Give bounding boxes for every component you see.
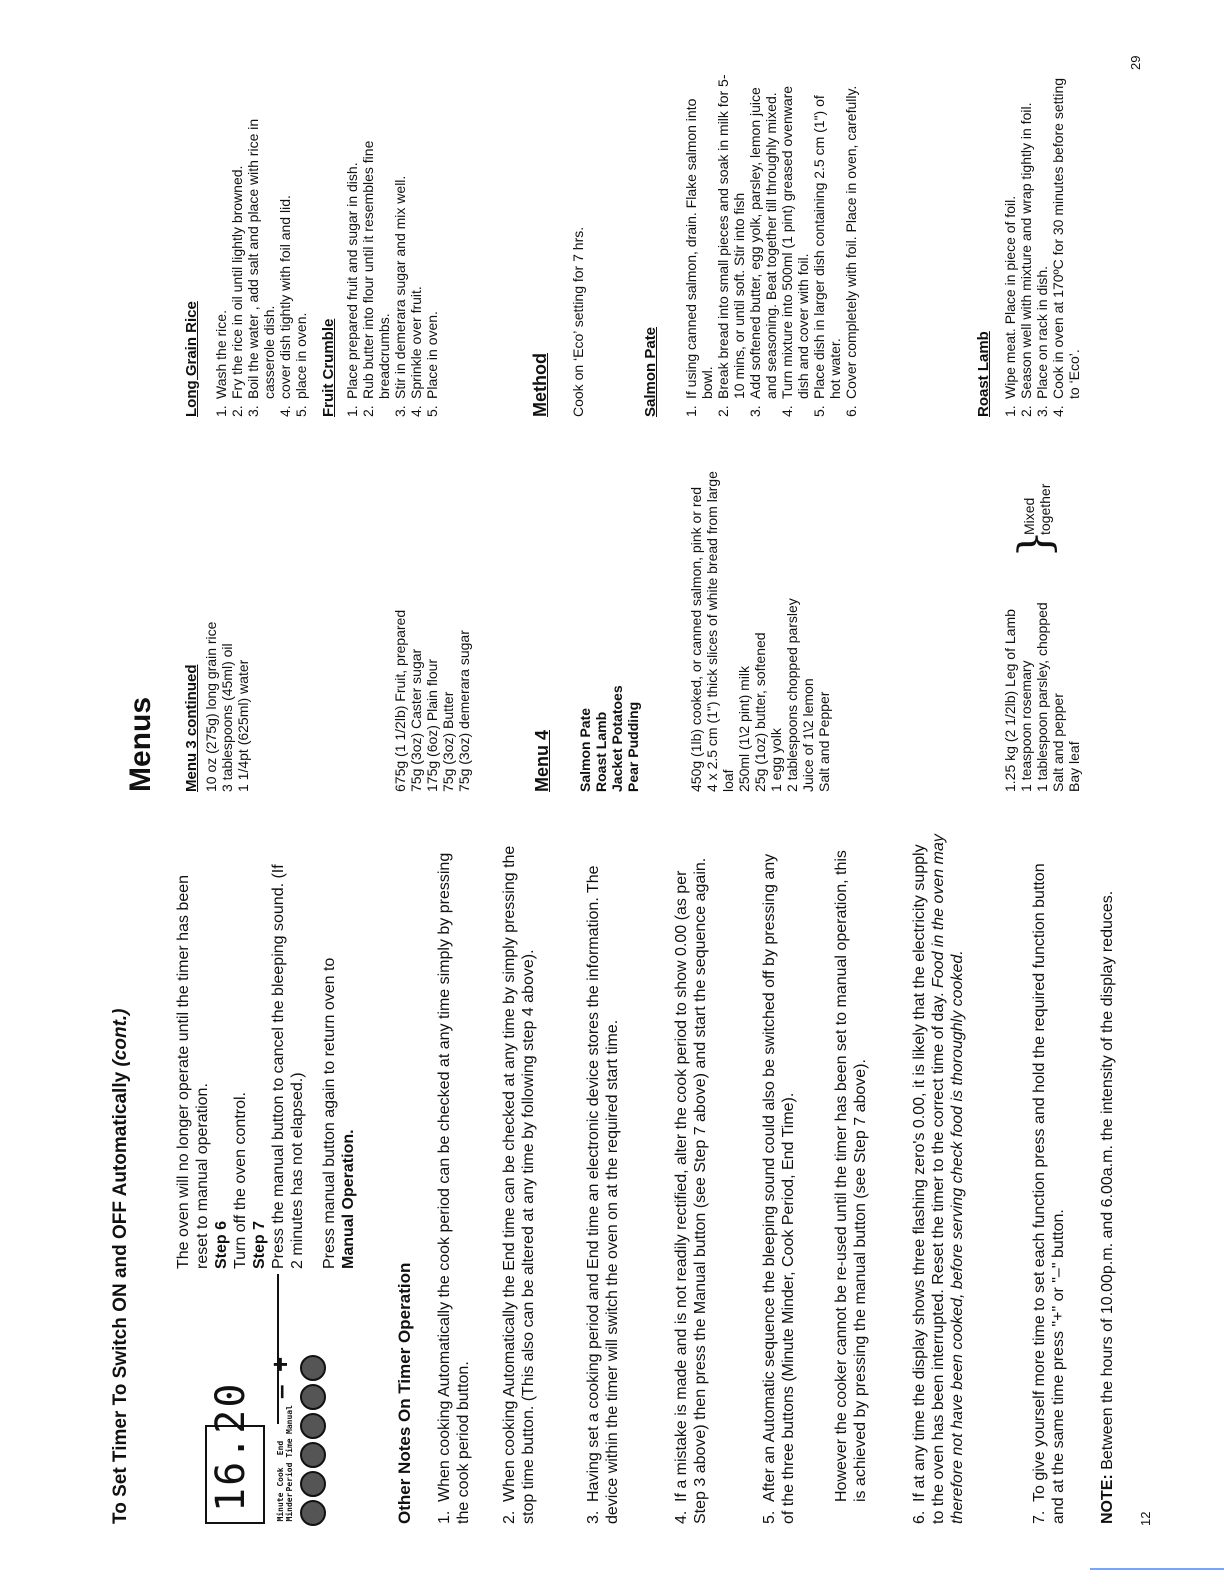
knob-label-minute-minder: Minute Minder <box>276 1492 294 1522</box>
rice-method: 1. Wash the rice. 2. Fry the rice in oil until lightly browned. 3. Boil the water , add salt and place with rice in casserole dish. 4. cover dish tightly with foil and lid. 5. place in oven. <box>213 118 309 417</box>
menu4-heading: Menu 4 <box>532 729 552 792</box>
salmon-heading: Salmon Pate <box>642 326 659 417</box>
manual-button[interactable] <box>300 1413 326 1439</box>
crumble-ingredients: 675g (1 1/2lb) Fruit, prepared 75g (3oz) Caster sugar 175g (6oz) Plain flour 75g (3oz) Butter 75g (3oz) demerara sugar <box>392 609 472 792</box>
step7-pointer-line <box>277 1274 279 1424</box>
end-time-button[interactable] <box>300 1442 326 1468</box>
display-note: NOTE: Between the hours of 10.00p.m. and 6.00a.m. the intensity of the display reduces. <box>1099 890 1116 1524</box>
step7-label: Step 7 <box>251 1220 268 1269</box>
plus-sign: + <box>265 1356 295 1372</box>
left-page <box>0 792 1224 1584</box>
minus-button[interactable] <box>300 1384 326 1410</box>
method-text: Cook on ‘Eco’ setting for 7 hrs. <box>570 226 586 417</box>
note-2: 2.When cooking Automatically the End time can be checked at any time by simply pressing the stop time button. (This also can be altered at any time by following step 4 above). <box>501 845 537 1524</box>
rice-ingredients: 10 oz (275g) long grain rice 3 tablespoons (45ml) oil 1 1/4pt (625ml) water <box>203 621 251 792</box>
note-5-continued: However the cooker cannot be re-used until the timer has been set to manual operation, this is achieved by pressing the manual button (see Step 7 above). <box>833 850 869 1502</box>
cook-period-button[interactable] <box>300 1471 326 1497</box>
timer-display-value: 16.20 <box>208 1381 254 1512</box>
lamb-method: 1. Wipe meat. Place in piece of foil. 2. Season well with mixture and wrap tightly in foil. 3. Place on rack in dish. 4. Cook in oven at 170ºC for 30 minutes before setting to ‘Eco’. <box>1002 77 1082 417</box>
note-1: 1.When cooking Automatically the cook period can be checked at any time simply by pressing the cook period button. <box>436 852 472 1524</box>
press-manual-text: Press manual button again to return oven to <box>321 957 338 1269</box>
page-number-left: 12 <box>1138 1511 1153 1526</box>
brace-symbol: } <box>1010 530 1061 558</box>
salmon-method: 1. If using canned salmon, drain. Flake salmon into bowl. 2. Break bread into small pieces and soak in milk for 5-10 mins, or until soft. Stir into fish 3. Add softened butter, egg yolk, parsley, lemon juice and seasoning. Beat together till throughly mixed. 4. Turn mixture into 500ml (1 pint) greased ovenware dish and cover with foil. 5. Place dish in larger dish containing 2.5 cm (1") of hot water. 6. Cover completely with foil. Place in oven, carefully. <box>683 74 859 417</box>
knob-label-manual: Manual <box>285 1405 294 1434</box>
lamb-ingredients: 1.25 kg (2 1/2lb) Leg of Lamb 1 teaspoon rosemary 1 tablespoon parsley, chopped Salt and pepper Bay leaf <box>1002 602 1082 792</box>
note-4: 4.If a mistake is made and is not readily rectified, alter the cook period to show 0.00 (as per Step 3 above) then press the Manual button (see Step 7 above) and start the sequence again. <box>673 857 709 1524</box>
menu4-items: Salmon Pate Roast Lamb Jacket Potatoes Pear Pudding <box>577 685 641 792</box>
other-notes-heading: Other Notes On Timer Operation <box>395 1262 414 1524</box>
step6-text: Turn off the oven control. <box>232 1092 249 1269</box>
control-knobs <box>300 1352 331 1526</box>
rice-heading: Long Grain Rice <box>183 301 200 417</box>
page-heading: To Set Timer To Switch ON and OFF Automatically (cont.) <box>110 1008 131 1524</box>
method-heading: Method <box>530 353 550 417</box>
crumble-heading: Fruit Crumble <box>320 318 337 417</box>
note-3: 3.Having set a cooking period and End time an electronic device stores the information. The device within the timer will switch the oven on at the required start time. <box>585 865 621 1524</box>
page-number-right: 29 <box>1128 55 1143 70</box>
menu3-heading: Menu 3 continued <box>183 664 200 792</box>
step6-label: Step 6 <box>213 1220 230 1269</box>
salmon-ingredients: 450g (1lb) cooked, or canned salmon, pink or red 4 x 2.5 cm (1") thick slices of white bread from large loaf 250ml (1\2 pint) milk 25g (1oz) butter, softened 1 egg yolk 2 tablespoons chopped parsley Juice of 1\2 lemon Salt and Pepper <box>688 471 832 792</box>
intro-text: The oven will no longer operate until the timer has been reset to manual operation. <box>175 874 211 1269</box>
manual-operation-text: Manual Operation. <box>340 1129 357 1269</box>
minute-minder-button[interactable] <box>300 1500 326 1526</box>
menus-title: Menus <box>124 696 157 792</box>
crumble-method: 1. Place prepared fruit and sugar in dish. 2. Rub butter into flour until it resembles fine breadcrumbs. 3. Stir in demerara sugar and mix well. 4. Sprinkle over fruit. 5. Place in oven. <box>344 140 440 417</box>
note-5: 5.After an Automatic sequence the bleeping sound could also be switched off by pressing any of the three buttons (Minute Minder, Cook Period, End Time). <box>761 853 797 1524</box>
lamb-heading: Roast Lamb <box>975 331 992 417</box>
step7-text: Press the manual button to cancel the bleeping sound. (If 2 minutes has not elapsed.) <box>270 864 306 1269</box>
plus-button[interactable] <box>300 1355 326 1381</box>
note-6: 6.If at any time the display shows three flashing zero's 0.00, it is likely that the electricity supply to the oven has been interrupted. Reset the timer to the correct time of day. Food in the oven may therefore not have been cooked, before serving check food is thoroughly cooked. <box>911 834 966 1524</box>
knob-label-end-time: End Time <box>276 1438 294 1458</box>
scan-mark <box>1090 1568 1224 1570</box>
minus-sign: – <box>265 1384 295 1399</box>
knob-label-cook-period: Cook Period <box>276 1462 294 1492</box>
mixed-together-label: Mixed together <box>1021 483 1053 535</box>
note-7: 7.To give yourself more time to set each function press and hold the required function button and at the same time press "+" or "–" button. <box>1031 863 1067 1524</box>
